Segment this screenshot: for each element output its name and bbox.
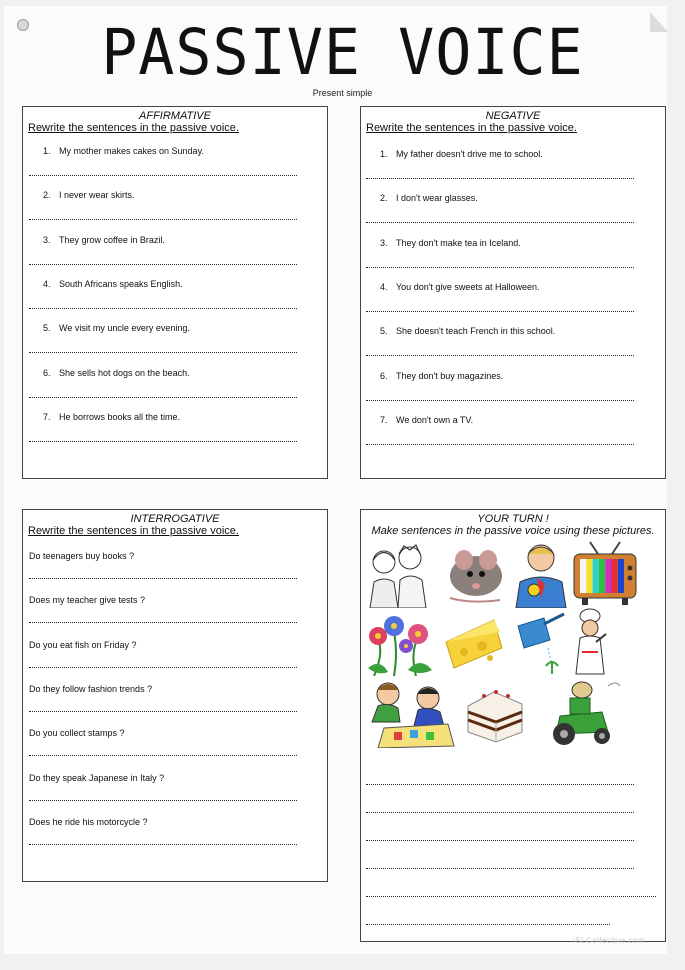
answer-line[interactable] [366,784,634,785]
exercise-item [380,149,543,159]
exercise-item [43,235,165,245]
item-sentence: We visit my uncle every evening. [59,323,190,334]
answer-line[interactable] [366,924,610,925]
exercise-item [29,773,164,783]
negative-heading: NEGATIVE [485,110,541,122]
answer-line[interactable] [29,755,297,756]
item-number: 5. [43,323,51,334]
answer-line[interactable] [366,812,634,813]
exercise-item [43,323,190,333]
cake-picture [462,682,528,744]
tv-picture [572,540,638,606]
flowers-picture [364,612,436,676]
item-number: 5. [380,326,388,337]
answer-line[interactable] [29,667,297,668]
answer-line[interactable] [366,400,634,401]
item-sentence: She sells hot dogs on the beach. [59,367,190,378]
item-number: 1. [380,149,388,159]
exercise-item [380,282,539,292]
answer-line[interactable] [29,578,297,579]
exercise-item [29,551,134,561]
item-number: 6. [380,370,388,381]
item-sentence: Do teenagers buy books ? [29,551,135,561]
negative-instruction: Rewrite the sentences in the passive voice. [366,122,577,134]
exercise-item [380,371,503,381]
item-number: 1. [43,146,51,156]
rat-picture [440,540,510,606]
item-sentence: South Africans speaks English. [59,278,183,289]
answer-line[interactable] [366,267,634,268]
affirmative-section [22,106,328,479]
item-number: 4. [380,281,388,292]
answer-line[interactable] [29,219,297,220]
answer-line[interactable] [29,441,297,442]
item-number: 7. [43,411,51,422]
answer-line[interactable] [29,844,297,845]
answer-line[interactable] [29,264,297,265]
answer-line[interactable] [366,355,634,356]
item-number: 6. [43,367,51,378]
item-number: 2. [380,193,388,204]
answer-line[interactable] [366,222,634,223]
exercise-item [380,193,478,203]
cheese-picture [442,612,506,672]
answer-line[interactable] [29,397,297,398]
answer-line[interactable] [29,622,297,623]
item-number: 7. [380,414,388,425]
answer-line[interactable] [29,711,297,712]
item-number: 3. [380,237,388,248]
answer-line[interactable] [366,896,656,897]
item-sentence: I don't wear glasses. [396,193,478,204]
item-number: 4. [43,278,51,289]
page-subtitle: Present simple [312,88,373,98]
answer-line[interactable] [366,444,634,445]
watermark: iSLCollective.com [573,936,646,945]
item-sentence: Do you collect stamps ? [29,728,125,739]
item-sentence: Does my teacher give tests ? [29,595,146,606]
item-sentence: My mother makes cakes on Sunday. [59,146,204,156]
item-sentence: My father doesn't drive me to school. [396,149,543,159]
teenagers-drawing-picture [364,540,434,608]
cook-picture [570,608,610,678]
item-sentence: Does he ride his motorcycle ? [29,816,148,827]
item-sentence: Do they follow fashion trends ? [29,683,153,694]
exercise-item [29,817,148,827]
answer-line[interactable] [29,175,297,176]
exercise-item [43,368,190,378]
exercise-item [43,412,180,422]
exercise-item [380,238,521,248]
item-sentence: She doesn't teach French in this school. [396,326,556,337]
item-number: 3. [43,234,51,245]
answer-line[interactable] [29,308,297,309]
boy-with-badge-picture [512,538,570,608]
interrogative-instruction: Rewrite the sentences in the passive voice. [28,525,239,537]
answer-line[interactable] [366,178,634,179]
item-sentence: They don't make tea in Iceland. [396,237,521,248]
answer-line[interactable] [29,800,297,801]
item-sentence: He borrows books all the time. [59,411,181,422]
item-sentence: They grow coffee in Brazil. [59,234,165,245]
item-number: 2. [43,190,51,201]
exercise-item [43,190,135,200]
exercise-item [29,640,137,650]
exercise-item [29,728,125,738]
your-turn-heading: YOUR TURN ! [477,513,549,525]
exercise-item [380,415,473,425]
kids-puzzle-picture [364,678,460,748]
watering-can-picture [508,608,570,674]
page-title: PASSIVE VOICE [101,16,584,90]
tractor-cow-picture [542,676,624,746]
your-turn-instruction: Make sentences in the passive voice using these pictures. [371,525,655,537]
item-sentence: Do they speak Japanese in Italy ? [29,772,165,783]
affirmative-instruction: Rewrite the sentences in the passive voice. [28,122,239,134]
answer-line[interactable] [29,352,297,353]
exercise-item [43,279,183,289]
affirmative-heading: AFFIRMATIVE [139,110,211,122]
exercise-item [29,684,152,694]
answer-line[interactable] [366,868,634,869]
item-sentence: They don't buy magazines. [396,370,504,381]
exercise-item [43,146,204,156]
answer-line[interactable] [366,311,634,312]
item-sentence: Do you eat fish on Friday ? [29,639,137,650]
exercise-item [29,595,145,605]
item-sentence: You don't give sweets at Halloween. [396,281,540,292]
exercise-item [380,326,555,336]
item-sentence: I never wear skirts. [59,190,135,201]
item-sentence: We don't own a TV. [396,414,474,425]
interrogative-heading: INTERROGATIVE [130,513,220,525]
answer-line[interactable] [366,840,634,841]
